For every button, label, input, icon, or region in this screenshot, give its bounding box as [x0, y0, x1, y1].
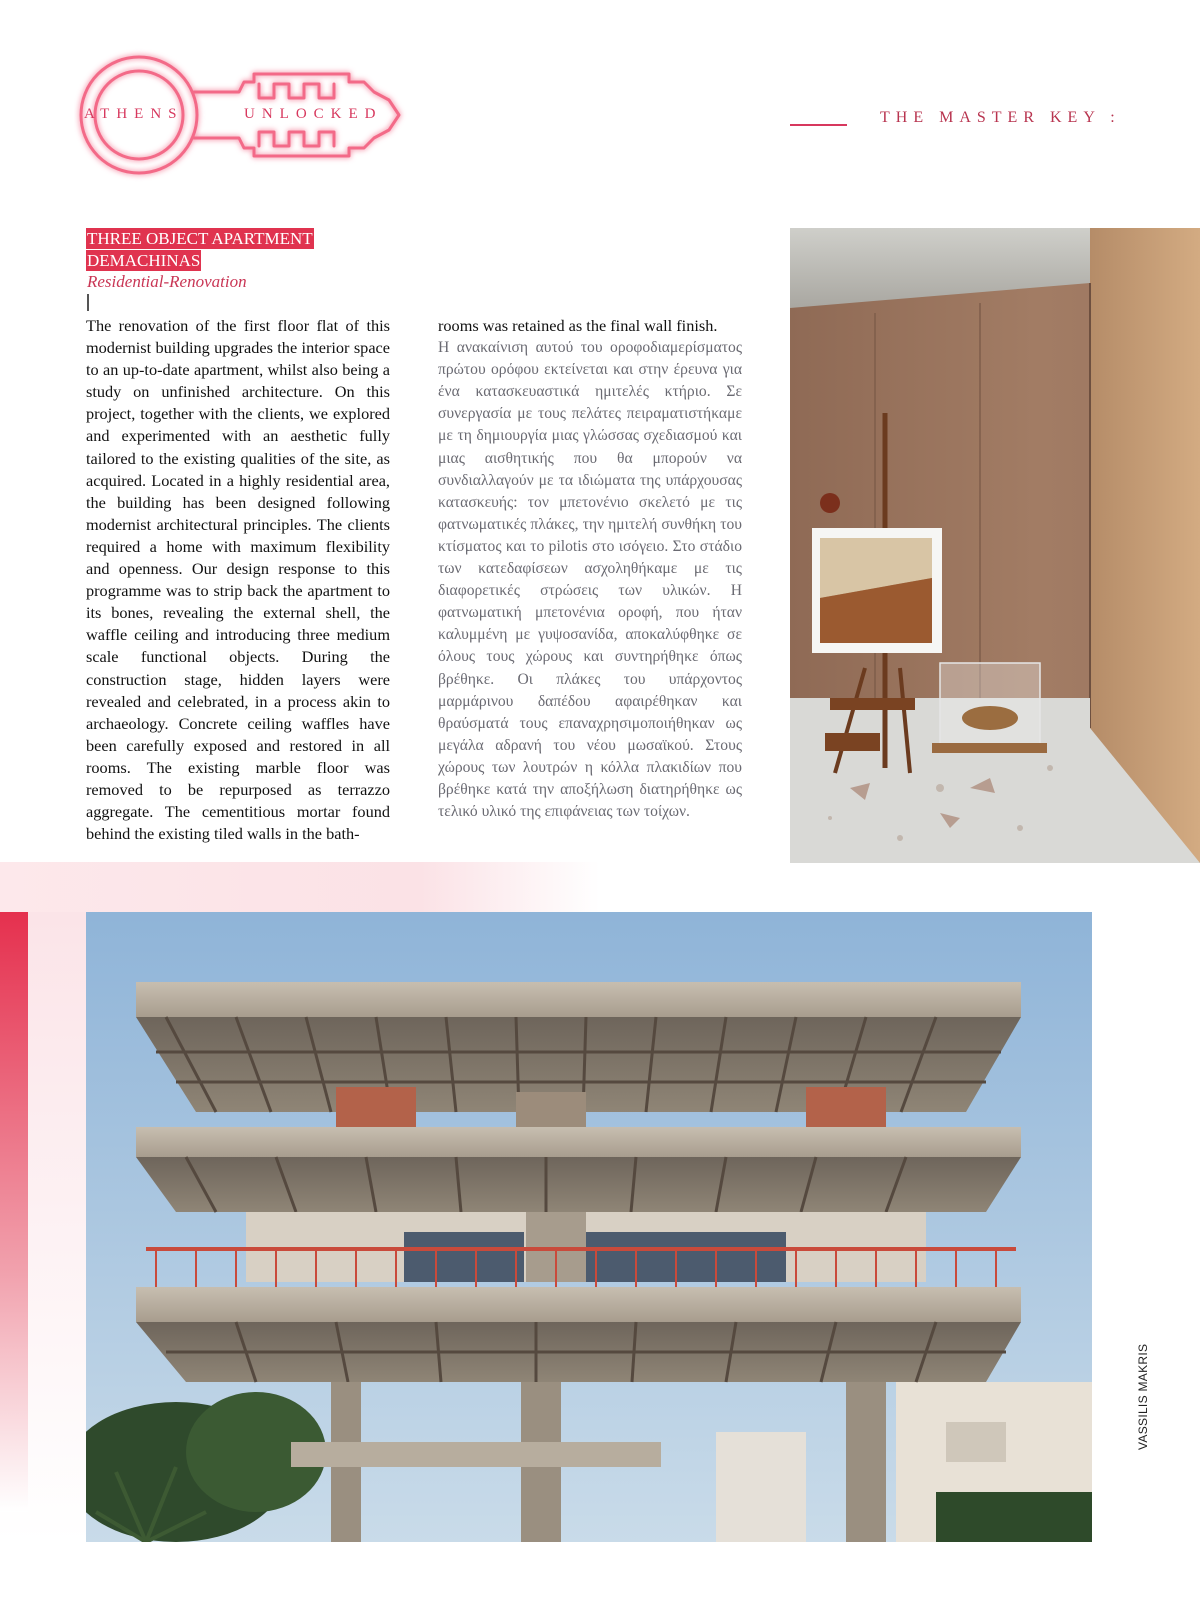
athens-unlocked-logo: [74, 40, 414, 190]
decorative-pink-band: [0, 862, 600, 912]
logo-text-unlocked: UNLOCKED: [244, 106, 383, 122]
body-english-continued: rooms was retained as the final wall finish.: [438, 316, 718, 335]
title-highlight: THREE OBJECT APARTMENT: [87, 229, 313, 248]
body-greek: Η ανακαίνιση αυτού του οροφοδιαμερίσματος πρώτου ορόφου εκτείνεται και στην έρευνα για ένα κατασκευαστικά ημιτελές κτήριο. Σε συνεργασία με τους πελάτες πειραματιστήκαμε με τη δημιουργία μιας γλώσσας σχεδιασμού και μιας αισθητικής που θα μπορούν να συνδιαλλαγούν με τα ιδιώματα της υπάρχουσας κατασκευής: τον μπετονένιο σκελετό με τις φατνωματικές πλάκες, την ημιτελή συνθήκη του κτίσματος και το pilotis στο ισόγειο. Στο στάδιο των κατεδαφίσεων ασχοληθήκαμε με τις διαφορετικές στρώσεις των υλικών. Η φατνωματική μπετονένια οροφή, που ήταν καλυμμένη με γυψοσανίδα, αποκαλύφθηκε σε όλους τους χώρους και συντηρήθηκε όπως βρέθηκε. Οι πλάκες του υπάρχοντος μαρμάρινου δαπέδου αφαιρέθηκαν και θραύσματά τους επαναχρησιμοποιήθηκαν ως μεγάλα αδρανή του νέου μωσαϊκού. Στους χώρους των λουτρών η κόλλα πλακιδίων που βρέθηκε κατά την αποξήλωση διατηρήθηκε ως τελικό υλικό της επιφάνειας των τοίχων.: [438, 339, 742, 821]
photo-credit: VASSILIS MAKRIS: [1136, 1343, 1150, 1450]
body-english: The renovation of the first floor flat of this modernist building upgrades the interior space to an up-to-date apartment, whilst also being a study on unfinished architecture. On this project, together with the clients, we explored and experimented with an aesthetic fully tailored to the existing qualities of the site, as acquired. Located in a highly residential area, the building has been designed following modernist architectural principles. The clients required a home with maximum flexibility and openness. Our design response to this programme was to strip back the apartment to its bones, revealing the external shell, the waffle ceiling and introducing three medium scale functional objects. During the construction stage, hidden layers were revealed and celebrated, in a process akin to archaeology. Concrete ceiling waffles have been carefully exposed and restored in all rooms. The existing marble floor was removed to be repurposed as terrazzo aggregate. The cementitious mortar found behind the existing tiled walls in the bath-: [86, 316, 390, 844]
section-title: THE MASTER KEY :: [880, 109, 1121, 126]
interior-photo: [790, 228, 1200, 863]
title-highlight: DEMACHINAS: [87, 251, 201, 270]
decorative-red-tab: [0, 912, 28, 1512]
logo-text-athens: ATHENS: [84, 106, 184, 122]
article-subtitle: Residential-Renovation: [87, 272, 247, 291]
building-photo: [86, 912, 1092, 1542]
text-cursor-bar: [87, 294, 89, 311]
article-title-line1: [86, 228, 314, 249]
section-rule: [790, 124, 847, 126]
body-greek-column: [438, 315, 742, 823]
article-title-line2: [86, 250, 201, 271]
